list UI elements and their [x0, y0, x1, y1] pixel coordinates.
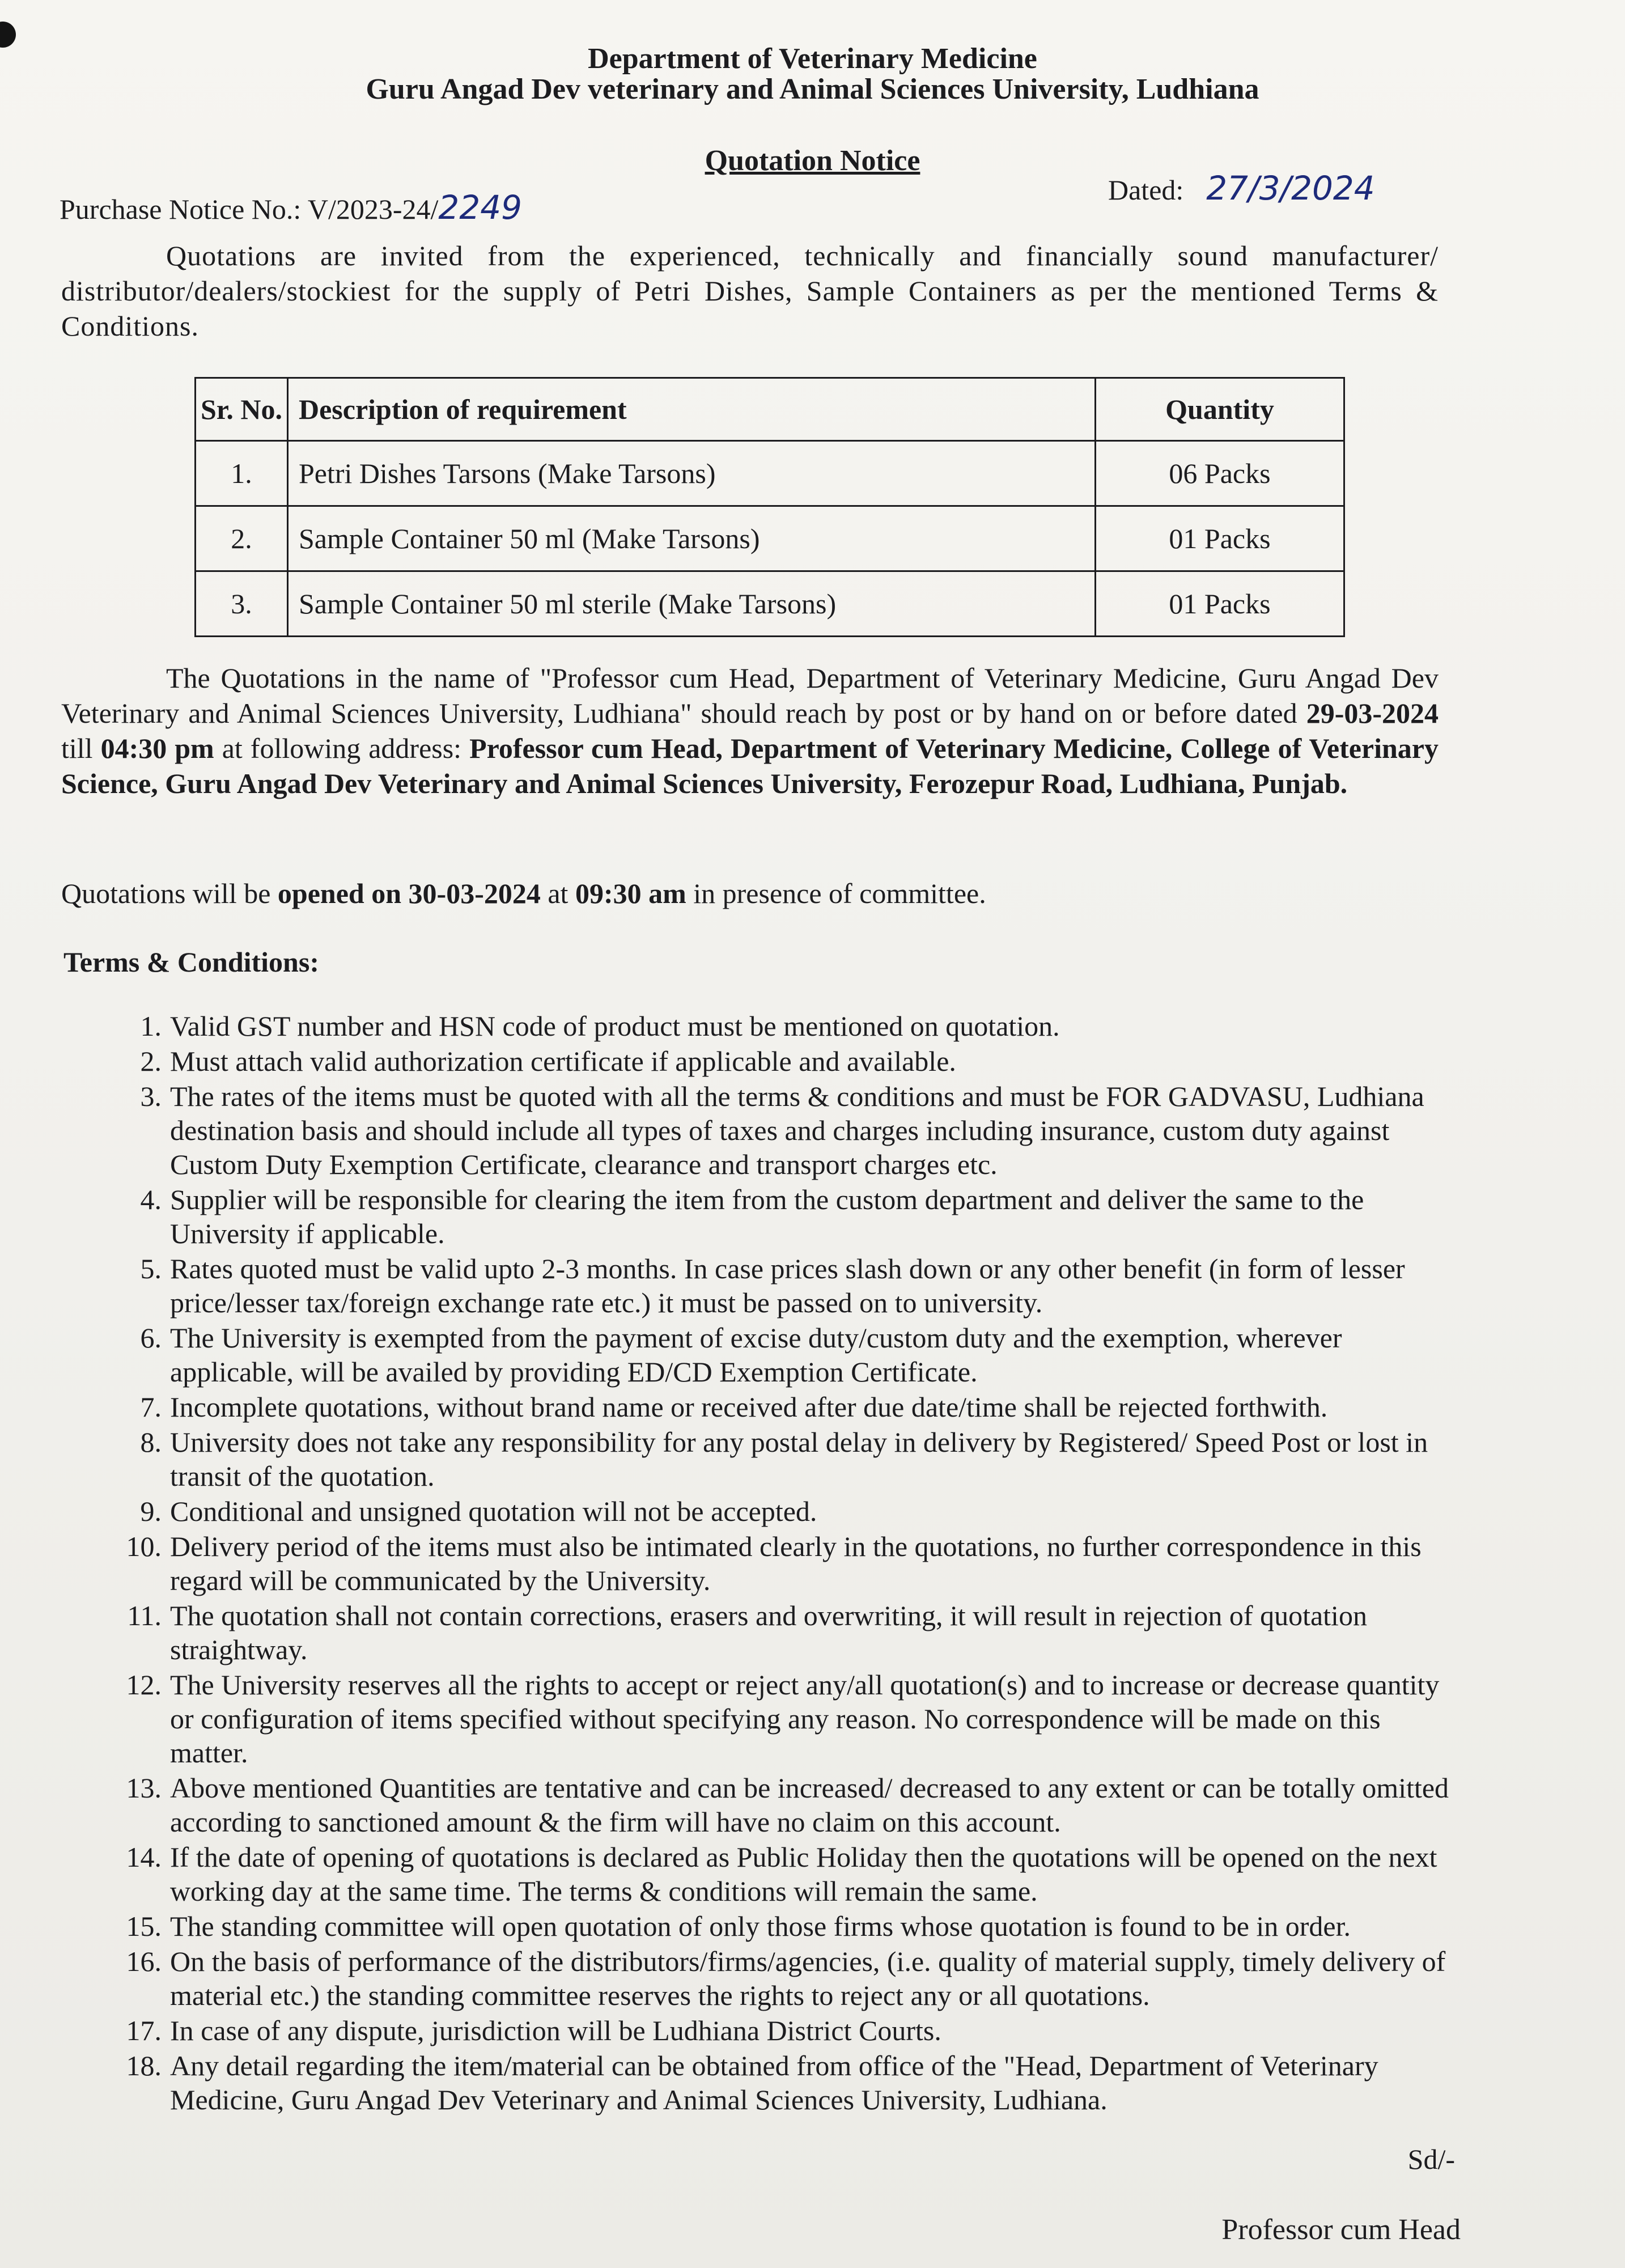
purchase-notice-handwritten: 2249 — [438, 188, 523, 227]
notice-title: Quotation Notice — [705, 145, 920, 177]
dated-label: Dated: — [1108, 174, 1184, 206]
term-text: Delivery period of the items must also be intimated clearly in the quotations, no further correspondence in this regard will be communicated by the University. — [170, 1531, 1422, 1596]
term-number: 13. — [126, 1772, 162, 1804]
signature-designation: Professor cum Head — [1221, 2214, 1461, 2246]
submission-text-b: till — [61, 732, 101, 764]
cell-sr-no: 3. — [196, 571, 288, 637]
submission-text-c: at following address: — [214, 732, 470, 764]
opening-text-a: Quotations will be — [61, 877, 278, 909]
table-row — [196, 441, 1344, 506]
list-item — [0, 1425, 1451, 1493]
cell-quantity: 01 Packs — [1096, 571, 1344, 637]
list-item — [0, 1529, 1451, 1597]
term-text: The standing committee will open quotation of only those firms whose quotation is found to be in order. — [170, 1910, 1351, 1942]
department-heading: Department of Veterinary Medicine — [588, 43, 1037, 75]
submission-text-a: The Quotations in the name of "Professor cum Head, Department of Veterinary Medicine, Guru Angad Dev Veterinary and Animal Sciences University, Ludhiana" should reach by post or by hand on or before dated — [61, 662, 1439, 729]
list-item — [0, 1321, 1451, 1389]
term-text: Any detail regarding the item/material can be obtained from office of the "Head, Department of Veterinary Medicine, Guru Angad Dev Veterinary and Animal Sciences University, Ludhiana. — [170, 2050, 1378, 2116]
term-text: On the basis of performance of the distributors/firms/agencies, (i.e. quality of material supply, timely delivery of material etc.) the standing committee reserves the rights to reject any or all quotations. — [170, 1945, 1446, 2011]
university-heading: Guru Angad Dev veterinary and Animal Sciences University, Ludhiana — [366, 73, 1259, 105]
purchase-notice-number — [60, 188, 522, 227]
term-number: 8. — [140, 1426, 162, 1458]
term-number: 15. — [126, 1910, 162, 1942]
col-sr-no: Sr. No. — [196, 378, 288, 441]
term-text: If the date of opening of quotations is declared as Public Holiday then the quotations will be opened on the next working day at the same time. The terms & conditions will remain the same. — [170, 1841, 1437, 1907]
term-text: Above mentioned Quantities are tentative and can be increased/ decreased to any extent or can be totally omitted according to sanctioned amount & the firm will have no claim on this account. — [170, 1772, 1449, 1838]
submission-time: 04:30 pm — [100, 732, 214, 764]
requirements-table — [194, 377, 1345, 637]
submission-date: 29-03-2024 — [1306, 697, 1439, 729]
term-text: Must attach valid authorization certificate if applicable and available. — [170, 1045, 956, 1077]
table-row — [196, 571, 1344, 637]
list-item — [0, 1182, 1451, 1250]
col-quantity: Quantity — [1096, 378, 1344, 441]
table-row — [196, 506, 1344, 571]
submission-paragraph — [61, 660, 1439, 801]
list-item — [0, 1668, 1451, 1770]
term-number: 12. — [126, 1669, 162, 1701]
term-text: University does not take any responsibility for any postal delay in delivery by Registered/ Speed Post or lost in transit of the quotation. — [170, 1426, 1428, 1492]
purchase-notice-year: /2023-24/ — [328, 193, 439, 225]
term-text: Incomplete quotations, without brand name or received after due date/time shall be rejected forthwith. — [170, 1391, 1328, 1423]
term-number: 10. — [126, 1531, 162, 1562]
term-number: 4. — [140, 1184, 162, 1215]
terms-heading: Terms & Conditions: — [63, 946, 319, 978]
list-item — [0, 1390, 1451, 1424]
term-number: 18. — [126, 2050, 162, 2082]
term-text: Rates quoted must be valid upto 2-3 months. In case prices slash down or any other benefit (in form of lesser price/lesser tax/foreign exchange rate etc.) it must be passed on to university. — [170, 1253, 1405, 1319]
term-text: The rates of the items must be quoted with all the terms & conditions and must be FOR GADVASU, Ludhiana destination basis and should include all types of taxes and charges including insurance, custom duty against Custom Duty Exemption Certificate, clearance and transport charges etc. — [170, 1080, 1424, 1180]
list-item — [0, 1840, 1451, 1908]
term-number: 17. — [126, 2015, 162, 2046]
cell-quantity: 01 Packs — [1096, 506, 1344, 571]
term-number: 2. — [140, 1045, 162, 1077]
list-item — [0, 1079, 1451, 1181]
term-number: 9. — [140, 1495, 162, 1527]
list-item — [0, 1252, 1451, 1320]
term-text: The quotation shall not contain corrections, erasers and overwriting, it will result in rejection of quotation straightway. — [170, 1600, 1367, 1665]
signature-sd: Sd/- — [1407, 2143, 1455, 2175]
opening-time: 09:30 am — [575, 877, 686, 909]
term-number: 11. — [127, 1600, 162, 1631]
notice-date — [1108, 169, 1375, 207]
cell-sr-no: 2. — [196, 506, 288, 571]
term-text: The University is exempted from the payment of excise duty/custom duty and the exemption, wherever applicable, will be availed by providing ED/CD Exemption Certificate. — [170, 1322, 1342, 1388]
opening-date: opened on 30-03-2024 — [277, 877, 541, 909]
opening-text-e: in presence of committee. — [686, 877, 986, 909]
opening-paragraph — [61, 876, 1439, 911]
cell-quantity: 06 Packs — [1096, 441, 1344, 506]
purchase-notice-label: Purchase Notice No.: V — [60, 193, 328, 225]
term-text: Conditional and unsigned quotation will not be accepted. — [170, 1495, 817, 1527]
term-number: 1. — [140, 1010, 162, 1042]
term-text: In case of any dispute, jurisdiction will be Ludhiana District Courts. — [170, 2015, 941, 2046]
cell-description: Petri Dishes Tarsons (Make Tarsons) — [288, 441, 1096, 506]
opening-text-c: at — [540, 877, 575, 909]
submission-address: Professor cum Head, Department of Veterinary Medicine, College of Veterinary Science, Guru Angad Dev Veterinary and Animal Sciences University, Ferozepur Road, Ludhiana, Punjab. — [61, 732, 1439, 799]
list-item — [0, 1599, 1451, 1667]
term-number: 3. — [140, 1080, 162, 1112]
list-item — [0, 1494, 1451, 1528]
term-number: 6. — [140, 1322, 162, 1354]
dated-handwritten: 27/3/2024 — [1206, 169, 1375, 207]
table-header-row — [196, 378, 1344, 441]
term-number: 7. — [140, 1391, 162, 1423]
cell-description: Sample Container 50 ml (Make Tarsons) — [288, 506, 1096, 571]
cell-description: Sample Container 50 ml sterile (Make Tarsons) — [288, 571, 1096, 637]
terms-list — [0, 1009, 1451, 2118]
list-item — [0, 1044, 1451, 1078]
term-number: 5. — [140, 1253, 162, 1285]
term-text: The University reserves all the rights to accept or reject any/all quotation(s) and to increase or decrease quantity or configuration of items specified without specifying any reason. No correspondence will be made on this matter. — [170, 1669, 1440, 1769]
list-item — [0, 2049, 1451, 2117]
intro-text: Quotations are invited from the experienced, technically and financially sound manufacturer/ distributor/dealers/stockiest for the supply of Petri Dishes, Sample Containers as per the mentioned Terms & Conditions. — [61, 240, 1439, 342]
list-item — [0, 1009, 1451, 1043]
term-number: 14. — [126, 1841, 162, 1873]
intro-paragraph — [61, 238, 1439, 344]
col-description: Description of requirement — [288, 378, 1096, 441]
list-item — [0, 1771, 1451, 1839]
cell-sr-no: 1. — [196, 441, 288, 506]
term-text: Valid GST number and HSN code of product must be mentioned on quotation. — [170, 1010, 1060, 1042]
list-item — [0, 2013, 1451, 2047]
list-item — [0, 1909, 1451, 1943]
term-number: 16. — [126, 1945, 162, 1977]
term-text: Supplier will be responsible for clearing the item from the custom department and deliver the same to the University if applicable. — [170, 1184, 1364, 1249]
list-item — [0, 1944, 1451, 2012]
